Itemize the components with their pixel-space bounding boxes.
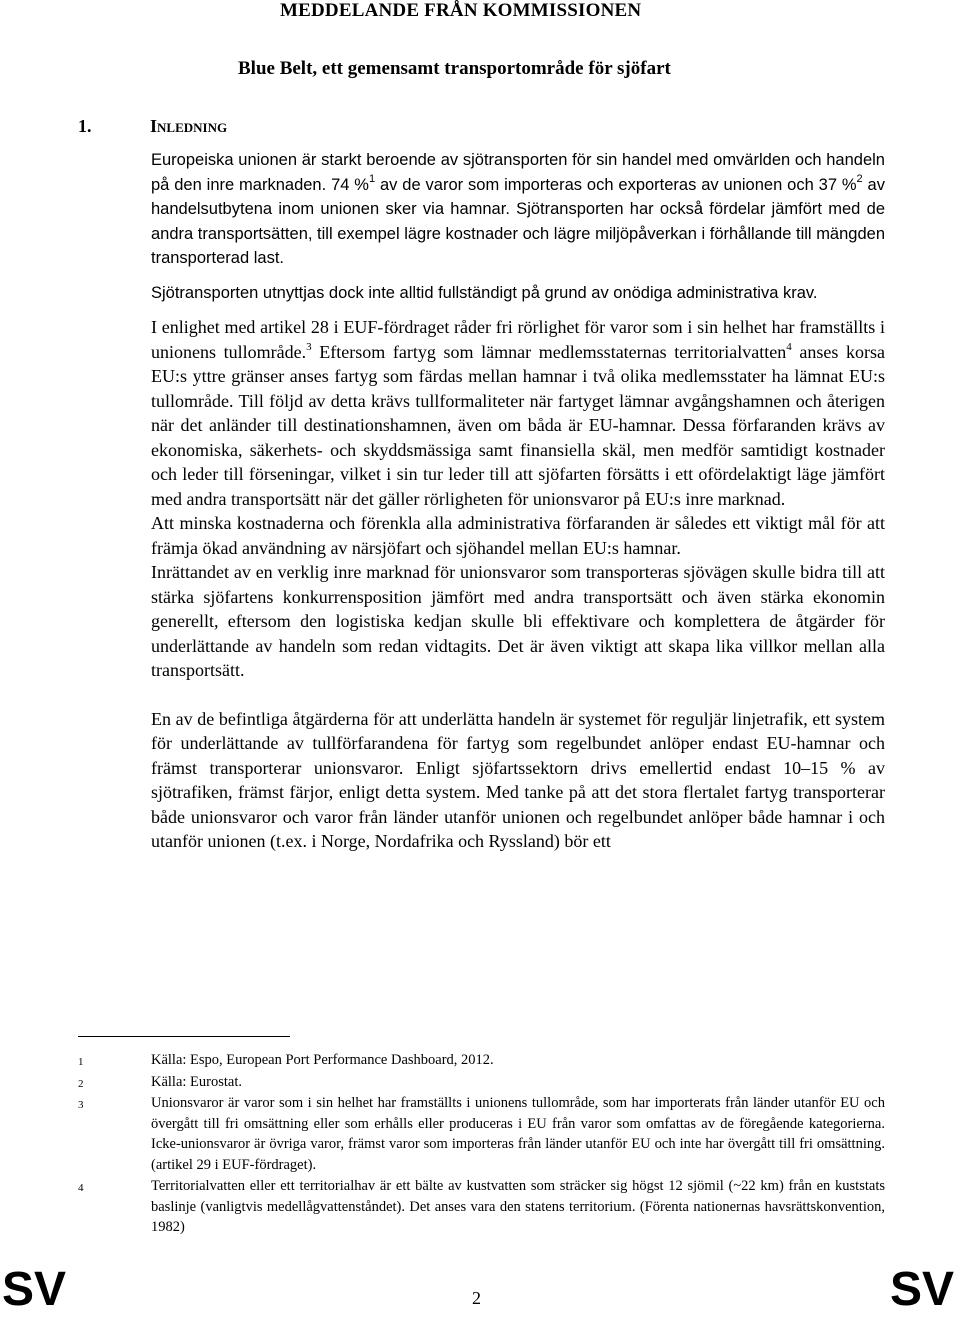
paragraph-5: Inrättandet av en verklig inre marknad för unionsvaror som transporteras sjövägen skulle bidra till att stärka sjöfartens konkurrensposition jämfört med andra transportsätt och även stärka ekonomin generellt, eftersom den logistiska kedjan skulle bli effektivare och komplettera de åtgärder för underlättande av handeln som redan vidtagits. Det är även viktigt att skapa lika villkor mellan alla transportsätt. bbox=[151, 562, 885, 680]
footnote bbox=[78, 1072, 885, 1093]
language-code-left: SV bbox=[2, 1263, 67, 1316]
paragraph-3 bbox=[151, 315, 885, 511]
paragraph-1-part-b: av de varor som importeras och exporteras av unionen och 37 % bbox=[375, 175, 857, 194]
footnote-text: Unionsvaror är varor som i sin helhet har framställts i unionens tullområde, som har importerats från länder utanför EU och övergått till fri omsättning eller som erhålls eller produceras i EU från varor som omfattas av de föregående kategorierna. Icke-unionsvaror är övriga varor, främst varor som importeras från länder utanför EU och inte har övergått till fri omsättning. (artikel 29 i EUF-fördraget). bbox=[151, 1095, 885, 1173]
footnote-text: Territorialvatten eller ett territorialhav är ett bälte av kustvatten som sträcker sig högst 12 sjömil (~22 km) från en kuststats baslinje (vanligtvis medellågvattenståndet). Det anses vara den statens territorium. (Förenta nationernas havsrättskonvention, 1982) bbox=[151, 1178, 885, 1235]
footnote-number: 4 bbox=[78, 1182, 84, 1194]
section-number: 1. bbox=[78, 116, 92, 136]
footnote bbox=[78, 1176, 885, 1238]
section-title: Inledning bbox=[150, 116, 228, 136]
paragraph-4: Att minska kostnaderna och förenkla alla administrativa förfaranden är således ett viktigt mål för att främja ökad användning av närsjöfart och sjöhandel mellan EU:s hamnar. bbox=[151, 513, 885, 558]
document-title: MEDDELANDE FRÅN KOMMISSIONEN bbox=[280, 0, 642, 21]
footnote-ref-4[interactable]: 4 bbox=[786, 340, 792, 353]
footnote-number: 1 bbox=[78, 1056, 84, 1068]
footnote bbox=[78, 1050, 885, 1071]
paragraph-1-part-c: av handelsutbytena inom unionen sker via hamnar. Sjötransporten har också fördelar jämfört med de andra transportsätten, till exempel lägre kostnader och lägre miljöpåverkan i förhållande till mängden transporterad last. bbox=[151, 175, 885, 267]
document-subtitle: Blue Belt, ett gemensamt transportområde för sjöfart bbox=[238, 58, 671, 79]
footnote-ref-1[interactable]: 1 bbox=[368, 173, 376, 185]
footnote bbox=[78, 1093, 885, 1175]
paragraph-6: En av de befintliga åtgärderna för att underlätta handeln är systemet för reguljär linjetrafik, ett system för underlättande av tullförfarandena för fartyg som regelbundet anlöper endast EU-hamnar och främst transporterar unionsvaror. Enligt sjöfartssektorn drivs emellertid endast 10–15 % av sjötrafiken, främst färjor, enligt detta system. Med tanke på att det stora flertalet fartyg transporterar både unionsvaror och varor från länder utanför unionen och regelbundet anlöper både hamnar i och utanför unionen (t.ex. i Norge, Nordafrika och Ryssland) bör ett bbox=[151, 708, 885, 851]
footnote-text: Källa: Eurostat. bbox=[151, 1073, 243, 1090]
paragraph-3-part-c: anses korsa EU:s yttre gränser anses fartyg som färdas mellan hamnar i två olika medlemsstater ha lämnat EU:s tullområde. Till följd av detta krävs tullformaliteter när fartyget lämnar avgångshamnen och återigen när det anländer till destinationshamnen, även om båda är EU-hamnar. Dessa förfaranden krävs av ekonomiska, säkerhets- och skyddsmässiga samt finansiella skäl, men medför samtidigt kostnader och leder till förseningar, vilket i sin tur leder till att sjöfarten försätts i ett ofördelaktigt läge jämfört med andra transportsätt när det gäller rörligheten för unionsvaror på EU:s inre marknad. bbox=[151, 341, 885, 509]
body-text bbox=[151, 148, 885, 854]
footnote-ref-2[interactable]: 2 bbox=[856, 173, 863, 185]
footnotes bbox=[78, 1050, 885, 1239]
paragraph-3-part-a: I enlighet med artikel 28 i EUF-fördraget råder fri rörlighet för varor som i sin helhet har framställts i unionens tullområde. bbox=[151, 317, 885, 362]
language-code-right: SV bbox=[889, 1263, 954, 1316]
paragraph-2: Sjötransporten utnyttjas dock inte alltid fullständigt på grund av onödiga administrativa krav. bbox=[151, 283, 818, 302]
footnote-ref-3[interactable]: 3 bbox=[306, 340, 312, 353]
section-heading bbox=[78, 116, 227, 137]
paragraph-1-part-a: Europeiska unionen är starkt beroende av sjötransporten för sin handel med omvärlden och handeln på den inre marknaden. 74 % bbox=[151, 151, 885, 194]
page-number: 2 bbox=[472, 1288, 481, 1308]
footnote-separator bbox=[78, 1036, 290, 1037]
paragraph-3-part-b: Eftersom fartyg som lämnar medlemsstaternas territorialvatten bbox=[311, 341, 787, 362]
footnote-number: 3 bbox=[78, 1099, 84, 1111]
footnote-number: 2 bbox=[78, 1077, 84, 1090]
paragraph-1 bbox=[151, 148, 885, 271]
footnote-text: Källa: Espo, European Port Performance Dashboard, 2012. bbox=[151, 1052, 494, 1068]
